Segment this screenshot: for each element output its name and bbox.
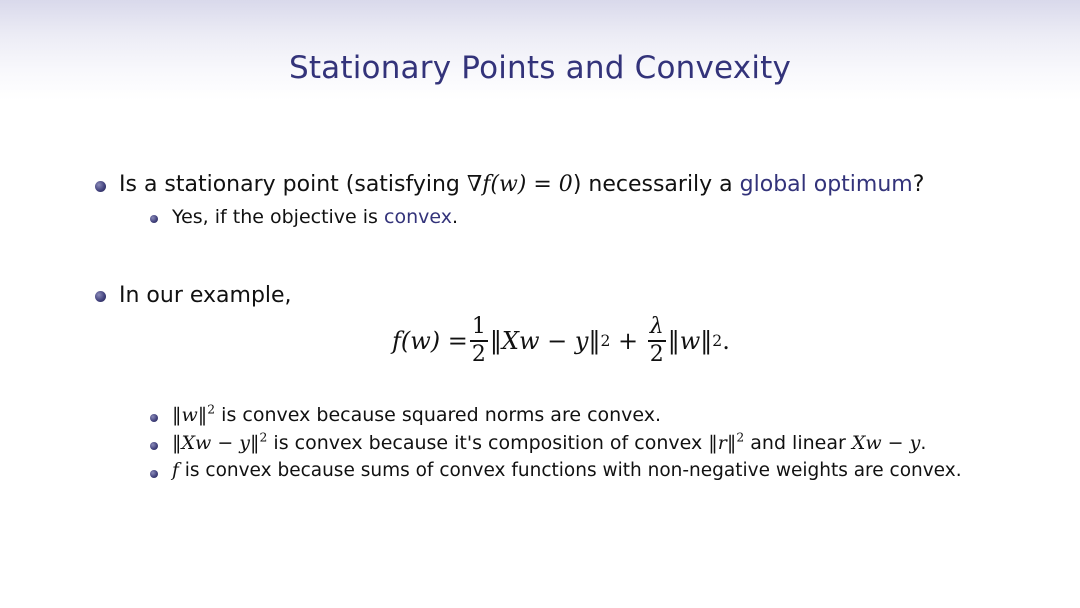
question-text: Is a stationary point (satisfying xyxy=(119,172,467,197)
point-residual-norm-convex xyxy=(172,432,926,454)
sub-bullet-marker xyxy=(150,414,158,422)
point-math: ‖r‖ xyxy=(708,432,737,454)
point-text: is convex because squared norms are convex. xyxy=(215,404,662,426)
answer-text: Yes, if the objective is xyxy=(172,206,384,228)
point-math: f xyxy=(172,460,179,481)
objective-equation: f(w) = $\frac{1}{2}$ ‖Xw − y‖ 2 + $\frac{\lambda}{2}$ ‖w‖ 2 . xyxy=(392,314,730,367)
point-math: ‖Xw − y‖ xyxy=(172,432,260,454)
point-text: and linear xyxy=(744,432,852,454)
exponent: 2 xyxy=(736,430,745,445)
exponent: 2 xyxy=(259,430,268,445)
point-text: is convex because it's composition of convex xyxy=(267,432,709,454)
convex-highlight: convex xyxy=(384,206,452,228)
sub-bullet-marker xyxy=(150,215,158,223)
point-weight-norm-convex xyxy=(172,404,661,426)
sub-bullet-marker xyxy=(150,470,158,478)
point-period: . xyxy=(920,432,927,454)
gradient-expression: ∇f(w) = 0 xyxy=(466,172,573,197)
point-math: ‖w‖ xyxy=(172,404,208,426)
answer-convex xyxy=(172,206,458,228)
fraction-one-half xyxy=(470,314,488,368)
plus-sign: + xyxy=(610,327,646,355)
fraction-numerator: 1 xyxy=(471,314,486,340)
equation-lhs: f(w) = xyxy=(392,327,468,355)
point-text: is convex because sums of convex functions with non-negative weights are convex. xyxy=(178,460,962,481)
bullet-marker xyxy=(95,181,106,192)
fraction-denominator: 2 xyxy=(471,341,486,367)
question-text-cont: ) necessarily a xyxy=(572,172,740,197)
question-stationary-point xyxy=(119,172,924,197)
fraction-denominator: 2 xyxy=(649,341,664,367)
weight-norm: ‖w‖ xyxy=(667,327,713,355)
exponent: 2 xyxy=(207,402,216,417)
example-intro: In our example, xyxy=(119,283,292,308)
sub-bullet-marker xyxy=(150,442,158,450)
global-optimum-highlight: global optimum xyxy=(739,172,913,197)
answer-period: . xyxy=(451,206,459,228)
fraction-numerator: λ xyxy=(649,314,664,340)
slide-title: Stationary Points and Convexity xyxy=(288,50,792,86)
bullet-marker xyxy=(95,291,106,302)
question-mark: ? xyxy=(912,172,925,197)
equation-period: . xyxy=(722,327,730,355)
point-sum-convex xyxy=(172,460,962,481)
point-math: Xw − y xyxy=(851,432,921,454)
residual-norm: ‖Xw − y‖ xyxy=(489,327,601,355)
fraction-lambda-half xyxy=(648,314,666,368)
